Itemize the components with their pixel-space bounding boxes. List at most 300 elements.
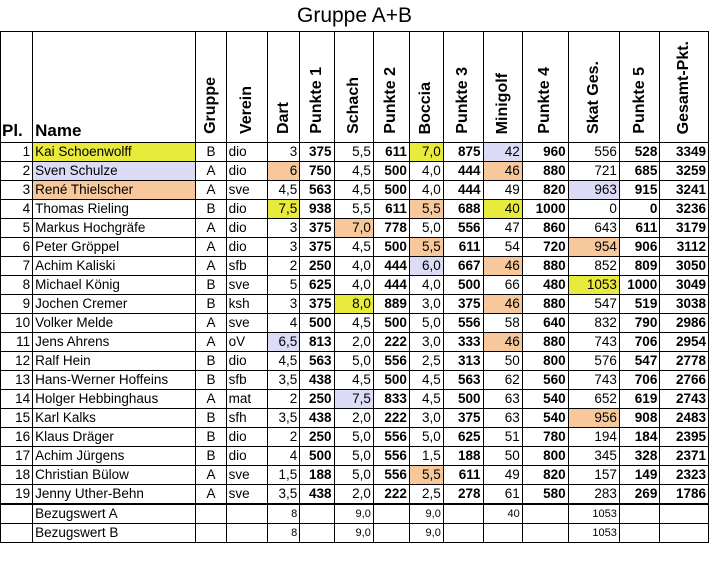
- boccia-cell: 4,5: [409, 390, 443, 409]
- punkte-5-cell: 809: [619, 257, 659, 276]
- punkte-3-cell: 333: [443, 333, 483, 352]
- verein-cell: dio: [226, 143, 268, 162]
- table-row: [1, 143, 709, 162]
- name-cell: Ralf Hein: [33, 352, 196, 371]
- gruppe-cell: B: [196, 352, 226, 371]
- punkte-2-cell: 778: [373, 219, 409, 238]
- minigolf-cell: 46: [483, 257, 522, 276]
- gruppe-cell: A: [196, 181, 226, 200]
- table-row: [1, 276, 709, 295]
- verein-cell: sfh: [226, 409, 268, 428]
- table-row: [1, 333, 709, 352]
- minigolf-cell: 54: [483, 238, 522, 257]
- rank-cell: 17: [1, 447, 33, 466]
- gruppe-cell: A: [196, 314, 226, 333]
- empty-cell: [196, 504, 226, 524]
- skat-cell: 721: [568, 162, 619, 181]
- gruppe-cell: B: [196, 276, 226, 295]
- gesamt-cell: 2323: [660, 466, 709, 485]
- rank-cell: 4: [1, 200, 33, 219]
- boccia-cell: 3,0: [409, 333, 443, 352]
- dart-cell: 7,5: [268, 200, 300, 219]
- minigolf-cell: 40: [483, 200, 522, 219]
- header-punkte-1: Punkte 1: [300, 32, 334, 143]
- gruppe-cell: B: [196, 295, 226, 314]
- punkte-4-cell: 640: [522, 314, 568, 333]
- header-gruppe: Gruppe: [196, 32, 226, 143]
- gruppe-cell: B: [196, 447, 226, 466]
- header-row: [1, 32, 709, 143]
- reference-boccia-cell: 9,0: [409, 524, 443, 543]
- boccia-cell: 5,0: [409, 314, 443, 333]
- skat-cell: 194: [568, 428, 619, 447]
- gesamt-cell: 2371: [660, 447, 709, 466]
- punkte-5-cell: 149: [619, 466, 659, 485]
- skat-cell: 832: [568, 314, 619, 333]
- punkte-2-cell: 500: [373, 238, 409, 257]
- punkte-4-cell: 1000: [522, 200, 568, 219]
- schach-cell: 4,5: [334, 238, 373, 257]
- verein-cell: oV: [226, 333, 268, 352]
- punkte-5-cell: 547: [619, 352, 659, 371]
- punkte-1-cell: 625: [300, 276, 334, 295]
- skat-cell: 743: [568, 371, 619, 390]
- gesamt-cell: 2743: [660, 390, 709, 409]
- schach-cell: 5,5: [334, 200, 373, 219]
- dart-cell: 5: [268, 276, 300, 295]
- empty-cell: [226, 524, 268, 543]
- minigolf-cell: 42: [483, 143, 522, 162]
- punkte-5-cell: 619: [619, 390, 659, 409]
- header-schach: Schach: [334, 32, 373, 143]
- table-row: [1, 371, 709, 390]
- rank-cell: 8: [1, 276, 33, 295]
- reference-label: Bezugswert A: [33, 504, 196, 524]
- dart-cell: 3,5: [268, 485, 300, 505]
- gruppe-cell: A: [196, 466, 226, 485]
- reference-skat-cell: 1053: [568, 504, 619, 524]
- header-dart: Dart: [268, 32, 300, 143]
- dart-cell: 3: [268, 143, 300, 162]
- name-cell: Michael König: [33, 276, 196, 295]
- empty-cell: [660, 504, 709, 524]
- name-cell: Achim Kaliski: [33, 257, 196, 276]
- punkte-1-cell: 438: [300, 485, 334, 505]
- header-pl: Pl.: [1, 32, 33, 143]
- punkte-3-cell: 313: [443, 352, 483, 371]
- rank-cell: 2: [1, 162, 33, 181]
- punkte-3-cell: 563: [443, 371, 483, 390]
- verein-cell: dio: [226, 428, 268, 447]
- header-skat: Skat Ges.: [568, 32, 619, 143]
- punkte-2-cell: 556: [373, 352, 409, 371]
- reference-label: Bezugswert B: [33, 524, 196, 543]
- boccia-cell: 5,0: [409, 219, 443, 238]
- punkte-2-cell: 889: [373, 295, 409, 314]
- gesamt-cell: 3049: [660, 276, 709, 295]
- punkte-3-cell: 875: [443, 143, 483, 162]
- verein-cell: mat: [226, 390, 268, 409]
- name-cell: Karl Kalks: [33, 409, 196, 428]
- name-cell: Hans-Werner Hoffeins: [33, 371, 196, 390]
- name-cell: Holger Hebbinghaus: [33, 390, 196, 409]
- minigolf-cell: 46: [483, 162, 522, 181]
- punkte-5-cell: 519: [619, 295, 659, 314]
- name-cell: Peter Gröppel: [33, 238, 196, 257]
- skat-cell: 852: [568, 257, 619, 276]
- table-row: [1, 200, 709, 219]
- empty-cell: [226, 504, 268, 524]
- verein-cell: dio: [226, 200, 268, 219]
- dart-cell: 4,5: [268, 181, 300, 200]
- boccia-cell: 2,5: [409, 352, 443, 371]
- punkte-1-cell: 375: [300, 143, 334, 162]
- punkte-2-cell: 611: [373, 143, 409, 162]
- verein-cell: dio: [226, 162, 268, 181]
- gruppe-cell: B: [196, 409, 226, 428]
- rank-cell: 5: [1, 219, 33, 238]
- boccia-cell: 5,0: [409, 428, 443, 447]
- punkte-2-cell: 500: [373, 314, 409, 333]
- dart-cell: 2: [268, 257, 300, 276]
- table-row: [1, 466, 709, 485]
- punkte-1-cell: 375: [300, 238, 334, 257]
- punkte-1-cell: 250: [300, 428, 334, 447]
- empty-cell: [373, 504, 409, 524]
- sheet-title: Gruppe A+B: [297, 3, 412, 27]
- dart-cell: 4: [268, 314, 300, 333]
- empty-cell: [1, 524, 33, 543]
- table-row: [1, 295, 709, 314]
- reference-skat-cell: 1053: [568, 524, 619, 543]
- punkte-3-cell: 500: [443, 276, 483, 295]
- empty-cell: [619, 524, 659, 543]
- rank-cell: 15: [1, 409, 33, 428]
- gesamt-cell: 2766: [660, 371, 709, 390]
- rank-cell: 16: [1, 428, 33, 447]
- reference-dart-cell: 8: [268, 524, 300, 543]
- schach-cell: 4,5: [334, 314, 373, 333]
- punkte-1-cell: 938: [300, 200, 334, 219]
- minigolf-cell: 50: [483, 352, 522, 371]
- punkte-4-cell: 780: [522, 428, 568, 447]
- punkte-5-cell: 328: [619, 447, 659, 466]
- name-cell: Sven Schulze: [33, 162, 196, 181]
- boccia-cell: 3,0: [409, 295, 443, 314]
- rank-cell: 7: [1, 257, 33, 276]
- boccia-cell: 5,5: [409, 200, 443, 219]
- verein-cell: sfb: [226, 257, 268, 276]
- schach-cell: 4,0: [334, 276, 373, 295]
- gesamt-cell: 1786: [660, 485, 709, 505]
- minigolf-cell: 49: [483, 466, 522, 485]
- gesamt-cell: 2954: [660, 333, 709, 352]
- minigolf-cell: 51: [483, 428, 522, 447]
- punkte-2-cell: 611: [373, 200, 409, 219]
- punkte-1-cell: 813: [300, 333, 334, 352]
- reference-minigolf-cell: 40: [483, 504, 522, 524]
- punkte-4-cell: 540: [522, 390, 568, 409]
- minigolf-cell: 46: [483, 295, 522, 314]
- punkte-2-cell: 444: [373, 257, 409, 276]
- boccia-cell: 4,0: [409, 276, 443, 295]
- minigolf-cell: 58: [483, 314, 522, 333]
- reference-row: [1, 504, 709, 524]
- punkte-5-cell: 915: [619, 181, 659, 200]
- gesamt-cell: 2483: [660, 409, 709, 428]
- punkte-2-cell: 500: [373, 181, 409, 200]
- rank-cell: 19: [1, 485, 33, 505]
- verein-cell: dio: [226, 447, 268, 466]
- punkte-5-cell: 685: [619, 162, 659, 181]
- punkte-3-cell: 611: [443, 238, 483, 257]
- rank-cell: 13: [1, 371, 33, 390]
- name-cell: Klaus Dräger: [33, 428, 196, 447]
- empty-cell: [522, 524, 568, 543]
- punkte-3-cell: 556: [443, 314, 483, 333]
- rank-cell: 12: [1, 352, 33, 371]
- schach-cell: 5,0: [334, 352, 373, 371]
- dart-cell: 6: [268, 162, 300, 181]
- skat-cell: 0: [568, 200, 619, 219]
- punkte-5-cell: 1000: [619, 276, 659, 295]
- dart-cell: 2: [268, 428, 300, 447]
- header-punkte-5: Punkte 5: [619, 32, 659, 143]
- gruppe-cell: B: [196, 143, 226, 162]
- minigolf-cell: 47: [483, 219, 522, 238]
- empty-cell: [619, 504, 659, 524]
- name-cell: Jens Ahrens: [33, 333, 196, 352]
- skat-cell: 283: [568, 485, 619, 505]
- minigolf-cell: 49: [483, 181, 522, 200]
- punkte-2-cell: 500: [373, 162, 409, 181]
- punkte-4-cell: 800: [522, 352, 568, 371]
- punkte-5-cell: 790: [619, 314, 659, 333]
- dart-cell: 3,5: [268, 409, 300, 428]
- verein-cell: sfb: [226, 371, 268, 390]
- punkte-1-cell: 750: [300, 162, 334, 181]
- schach-cell: 5,5: [334, 143, 373, 162]
- punkte-3-cell: 375: [443, 295, 483, 314]
- gruppe-cell: A: [196, 219, 226, 238]
- boccia-cell: 4,5: [409, 371, 443, 390]
- skat-cell: 1053: [568, 276, 619, 295]
- schach-cell: 7,0: [334, 219, 373, 238]
- empty-cell: [196, 524, 226, 543]
- gruppe-cell: B: [196, 200, 226, 219]
- punkte-4-cell: 880: [522, 295, 568, 314]
- table-row: [1, 181, 709, 200]
- empty-cell: [300, 504, 334, 524]
- gruppe-cell: A: [196, 333, 226, 352]
- punkte-1-cell: 188: [300, 466, 334, 485]
- gesamt-cell: 3038: [660, 295, 709, 314]
- punkte-2-cell: 444: [373, 276, 409, 295]
- gesamt-cell: 3112: [660, 238, 709, 257]
- punkte-4-cell: 880: [522, 257, 568, 276]
- boccia-cell: 4,0: [409, 162, 443, 181]
- skat-cell: 643: [568, 219, 619, 238]
- rank-cell: 1: [1, 143, 33, 162]
- punkte-2-cell: 833: [373, 390, 409, 409]
- table-row: [1, 314, 709, 333]
- header-minigolf: Minigolf: [483, 32, 522, 143]
- rank-cell: 18: [1, 466, 33, 485]
- boccia-cell: 4,0: [409, 181, 443, 200]
- skat-cell: 954: [568, 238, 619, 257]
- empty-cell: [300, 524, 334, 543]
- punkte-4-cell: 820: [522, 466, 568, 485]
- verein-cell: dio: [226, 219, 268, 238]
- skat-cell: 547: [568, 295, 619, 314]
- name-cell: Christian Bülow: [33, 466, 196, 485]
- punkte-3-cell: 625: [443, 428, 483, 447]
- minigolf-cell: 62: [483, 371, 522, 390]
- punkte-5-cell: 706: [619, 371, 659, 390]
- verein-cell: ksh: [226, 295, 268, 314]
- reference-schach-cell: 9,0: [334, 524, 373, 543]
- skat-cell: 743: [568, 333, 619, 352]
- rank-cell: 6: [1, 238, 33, 257]
- table-row: [1, 390, 709, 409]
- boccia-cell: 2,5: [409, 485, 443, 505]
- punkte-5-cell: 184: [619, 428, 659, 447]
- header-punkte-3: Punkte 3: [443, 32, 483, 143]
- punkte-4-cell: 560: [522, 371, 568, 390]
- minigolf-cell: 50: [483, 447, 522, 466]
- skat-cell: 956: [568, 409, 619, 428]
- punkte-4-cell: 480: [522, 276, 568, 295]
- reference-minigolf-cell: [483, 524, 522, 543]
- minigolf-cell: 63: [483, 390, 522, 409]
- punkte-2-cell: 222: [373, 485, 409, 505]
- rank-cell: 9: [1, 295, 33, 314]
- schach-cell: 2,0: [334, 409, 373, 428]
- punkte-5-cell: 269: [619, 485, 659, 505]
- punkte-5-cell: 611: [619, 219, 659, 238]
- punkte-5-cell: 906: [619, 238, 659, 257]
- empty-cell: [660, 524, 709, 543]
- table-row: [1, 447, 709, 466]
- punkte-3-cell: 444: [443, 181, 483, 200]
- punkte-5-cell: 908: [619, 409, 659, 428]
- header-verein: Verein: [226, 32, 268, 143]
- boccia-cell: 5,5: [409, 466, 443, 485]
- dart-cell: 4,5: [268, 352, 300, 371]
- table-row: [1, 352, 709, 371]
- table-row: [1, 409, 709, 428]
- reference-schach-cell: 9,0: [334, 504, 373, 524]
- punkte-3-cell: 500: [443, 390, 483, 409]
- gruppe-cell: B: [196, 371, 226, 390]
- name-cell: Volker Melde: [33, 314, 196, 333]
- gruppe-cell: A: [196, 238, 226, 257]
- gesamt-cell: 3236: [660, 200, 709, 219]
- rank-cell: 10: [1, 314, 33, 333]
- punkte-2-cell: 222: [373, 333, 409, 352]
- punkte-3-cell: 444: [443, 162, 483, 181]
- table-row: [1, 485, 709, 505]
- header-boccia: Boccia: [409, 32, 443, 143]
- punkte-4-cell: 880: [522, 333, 568, 352]
- gesamt-cell: 3349: [660, 143, 709, 162]
- schach-cell: 2,0: [334, 333, 373, 352]
- name-cell: Thomas Rieling: [33, 200, 196, 219]
- gesamt-cell: 3050: [660, 257, 709, 276]
- gesamt-cell: 2395: [660, 428, 709, 447]
- schach-cell: 7,5: [334, 390, 373, 409]
- reference-dart-cell: 8: [268, 504, 300, 524]
- empty-cell: [522, 504, 568, 524]
- verein-cell: sve: [226, 485, 268, 505]
- name-cell: René Thielscher: [33, 181, 196, 200]
- gruppe-cell: A: [196, 162, 226, 181]
- schach-cell: 4,5: [334, 162, 373, 181]
- dart-cell: 3: [268, 238, 300, 257]
- minigolf-cell: 46: [483, 333, 522, 352]
- minigolf-cell: 63: [483, 409, 522, 428]
- boccia-cell: 3,0: [409, 409, 443, 428]
- punkte-2-cell: 500: [373, 371, 409, 390]
- schach-cell: 5,0: [334, 466, 373, 485]
- verein-cell: sve: [226, 181, 268, 200]
- punkte-4-cell: 820: [522, 181, 568, 200]
- dart-cell: 3,5: [268, 371, 300, 390]
- punkte-3-cell: 667: [443, 257, 483, 276]
- gesamt-cell: 2778: [660, 352, 709, 371]
- name-cell: Kai Schoenwolff: [33, 143, 196, 162]
- punkte-5-cell: 706: [619, 333, 659, 352]
- verein-cell: sve: [226, 276, 268, 295]
- punkte-5-cell: 528: [619, 143, 659, 162]
- dart-cell: 2: [268, 390, 300, 409]
- punkte-1-cell: 438: [300, 409, 334, 428]
- punkte-4-cell: 580: [522, 485, 568, 505]
- punkte-2-cell: 556: [373, 447, 409, 466]
- table-row: [1, 428, 709, 447]
- empty-cell: [1, 504, 33, 524]
- punkte-3-cell: 375: [443, 409, 483, 428]
- minigolf-cell: 61: [483, 485, 522, 505]
- gruppe-cell: B: [196, 428, 226, 447]
- punkte-1-cell: 250: [300, 257, 334, 276]
- punkte-3-cell: 611: [443, 466, 483, 485]
- punkte-2-cell: 556: [373, 466, 409, 485]
- empty-cell: [443, 524, 483, 543]
- punkte-1-cell: 563: [300, 352, 334, 371]
- schach-cell: 5,0: [334, 428, 373, 447]
- results-table: [0, 31, 709, 543]
- table-row: [1, 238, 709, 257]
- punkte-1-cell: 563: [300, 181, 334, 200]
- schach-cell: 4,0: [334, 257, 373, 276]
- boccia-cell: 7,0: [409, 143, 443, 162]
- boccia-cell: 1,5: [409, 447, 443, 466]
- verein-cell: dio: [226, 352, 268, 371]
- gesamt-cell: 3259: [660, 162, 709, 181]
- skat-cell: 157: [568, 466, 619, 485]
- verein-cell: sve: [226, 466, 268, 485]
- name-cell: Jochen Cremer: [33, 295, 196, 314]
- punkte-4-cell: 860: [522, 219, 568, 238]
- punkte-4-cell: 880: [522, 162, 568, 181]
- header-gesamt: Gesamt-Pkt.: [660, 32, 709, 143]
- empty-cell: [373, 524, 409, 543]
- skat-cell: 963: [568, 181, 619, 200]
- punkte-1-cell: 500: [300, 314, 334, 333]
- reference-boccia-cell: 9,0: [409, 504, 443, 524]
- name-cell: Jenny Uther-Behn: [33, 485, 196, 505]
